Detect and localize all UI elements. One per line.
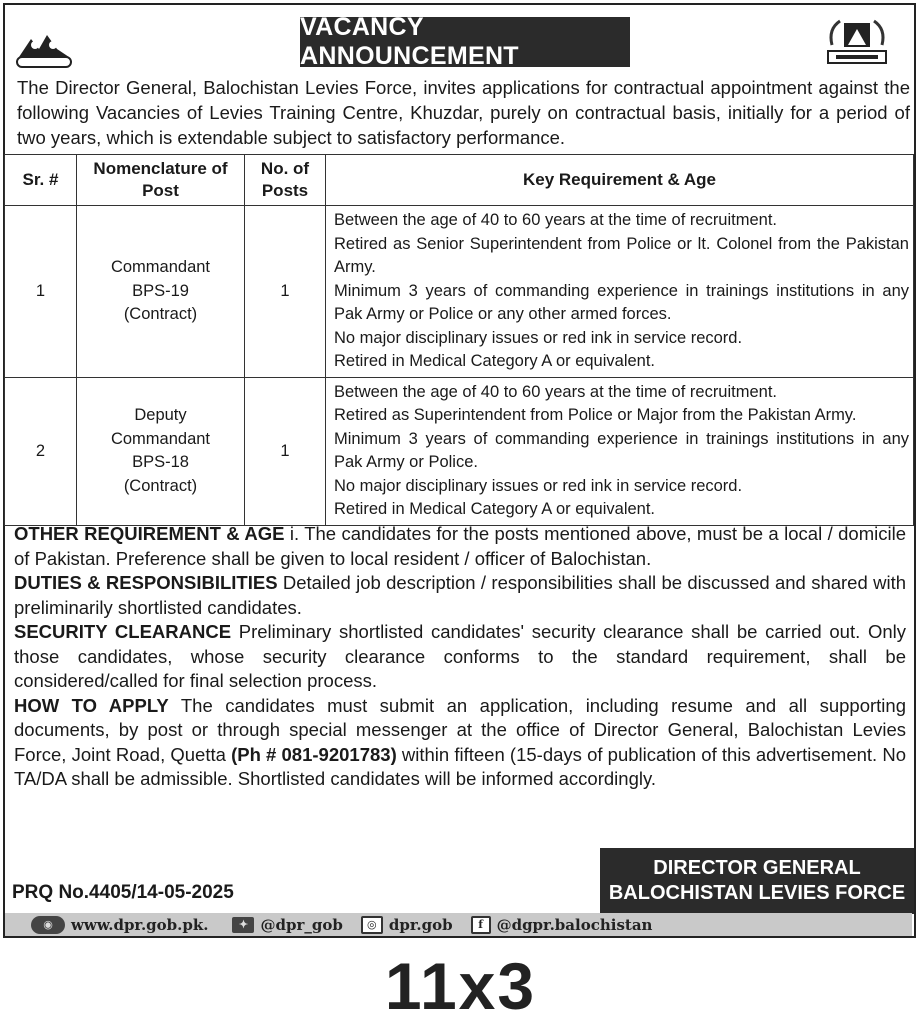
post-line: (Contract) [123,305,198,323]
post-line: BPS-18 [132,453,189,471]
row-post [77,377,245,525]
requirement-item: Between the age of 40 to 60 years at the time of recruitment. [334,382,778,401]
levies-crest-icon [822,15,892,71]
instagram-icon: ◎ [361,916,383,934]
requirement-item: Retired in Medical Category A or equivalent. [334,352,656,370]
facebook-icon: f [471,916,491,934]
prq-number: PRQ No.4405/14-05-2025 [12,882,234,903]
row-sr: 1 [5,206,77,378]
signature-organization: BALOCHISTAN LEVIES FORCE [608,882,906,904]
row-requirements [326,377,914,525]
post-line: Deputy [134,406,187,424]
intro-paragraph: The Director General, Balochistan Levies Force, invites applications for contractual appointment against the following Vacancies of Levies Training Centre, Khuzdar, purely on contractual basis, initially for a period of two years, which is extendable subject to satisfactory performance. [17,77,910,148]
website-text: www.dpr.gob.pk. [71,915,209,934]
security-section [14,620,906,694]
table-header-row [5,155,914,206]
table-row [5,206,914,378]
section-text: within fifteen (15-days of publication of this advertisement. No TA/DA shall be admissible. Shortlisted candidates will be informed accordingly. [14,743,906,789]
row-requirements [326,206,914,378]
section-heading: DUTIES & RESPONSIBILITIES [14,572,278,593]
row-sr: 2 [5,377,77,525]
header-sr: Sr. # [5,155,77,206]
section-heading: HOW TO APPLY [14,694,169,716]
instagram-text: dpr.gob [388,915,453,934]
twitter-icon: ✦ [232,917,254,933]
post-line: BPS-19 [132,281,189,300]
globe-icon: ◉ [31,916,65,934]
requirement-item: No major disciplinary issues or red ink in service record. [334,328,743,347]
signature-block [600,848,914,914]
post-line: Commandant [110,258,211,276]
header-requirements: Key Requirement & Age [326,155,914,206]
duties-section [14,571,906,620]
post-line: (Contract) [123,476,198,495]
details-sections [14,522,906,792]
requirement-item: Retired in Medical Category A or equivalent. [334,500,656,518]
balochistan-emblem-icon [13,13,75,71]
post-line: Commandant [110,429,211,448]
requirement-item: Retired as Superintendent from Police or Major from the Pakistan Army. [334,406,857,424]
section-text: Detailed job description / responsibilities shall be discussed and shared with preliminarily shortlisted candidates. [14,572,906,618]
section-text: i. The candidates for the posts mentioned above, must be a local / domicile of Pakistan. Preference shall be given to local resident / officer of Balochistan. [14,523,907,569]
signature-title: DIRECTOR GENERAL [653,857,861,879]
requirement-item: Minimum 3 years of commanding experience in trainings institutions in any Pak Army or Police or any other armed forces. [334,281,909,323]
row-posts-count: 1 [245,206,326,378]
ad-size-label: 11x3 [384,949,537,1023]
requirement-item: Between the age of 40 to 60 years at the time of recruitment. [334,211,778,229]
page-title: VACANCY ANNOUNCEMENT [300,17,630,67]
twitter-text: @dpr_gob [260,915,343,934]
row-post [77,206,245,378]
facebook-text: @dgpr.balochistan [496,915,653,934]
other-requirement-section [14,522,906,571]
table-row [5,377,914,525]
facebook-link[interactable] [471,916,653,934]
vacancy-table [4,154,914,526]
section-text: Preliminary shortlisted candidates' security clearance shall be carried out. Only those candidates, whose security clearance conforms to the standard requirement, shall be considered/called for final selection process. [14,621,907,691]
header-posts-label: No. of Posts [260,159,310,200]
twitter-link[interactable] [232,916,342,934]
phone-number: (Ph # 081-9201783) [231,743,397,765]
header-posts-count [245,155,326,206]
requirement-item: Retired as Senior Superintendent from Police or lt. Colonel from the Pakistan Army. [334,234,909,276]
website-link[interactable] [5,916,208,934]
row-posts-count: 1 [245,377,326,525]
instagram-link[interactable] [361,916,453,934]
requirement-item: Minimum 3 years of commanding experience in trainings institutions in any Pak Army or Police. [334,429,909,471]
section-text: The candidates must submit an application, including resume and all supporting documents, by post or through special messenger at the office of Director General, Balochistan Levies Force, Joint Road, Quetta [14,694,906,765]
how-to-apply-section [14,694,906,792]
requirement-item: No major disciplinary issues or red ink in service record. [334,476,743,495]
header-post [77,155,245,206]
header-post-label: Nomenclature of Post [93,159,228,200]
section-heading: OTHER REQUIREMENT & AGE [14,523,285,544]
section-heading: SECURITY CLEARANCE [14,621,232,642]
social-footer [5,913,912,936]
